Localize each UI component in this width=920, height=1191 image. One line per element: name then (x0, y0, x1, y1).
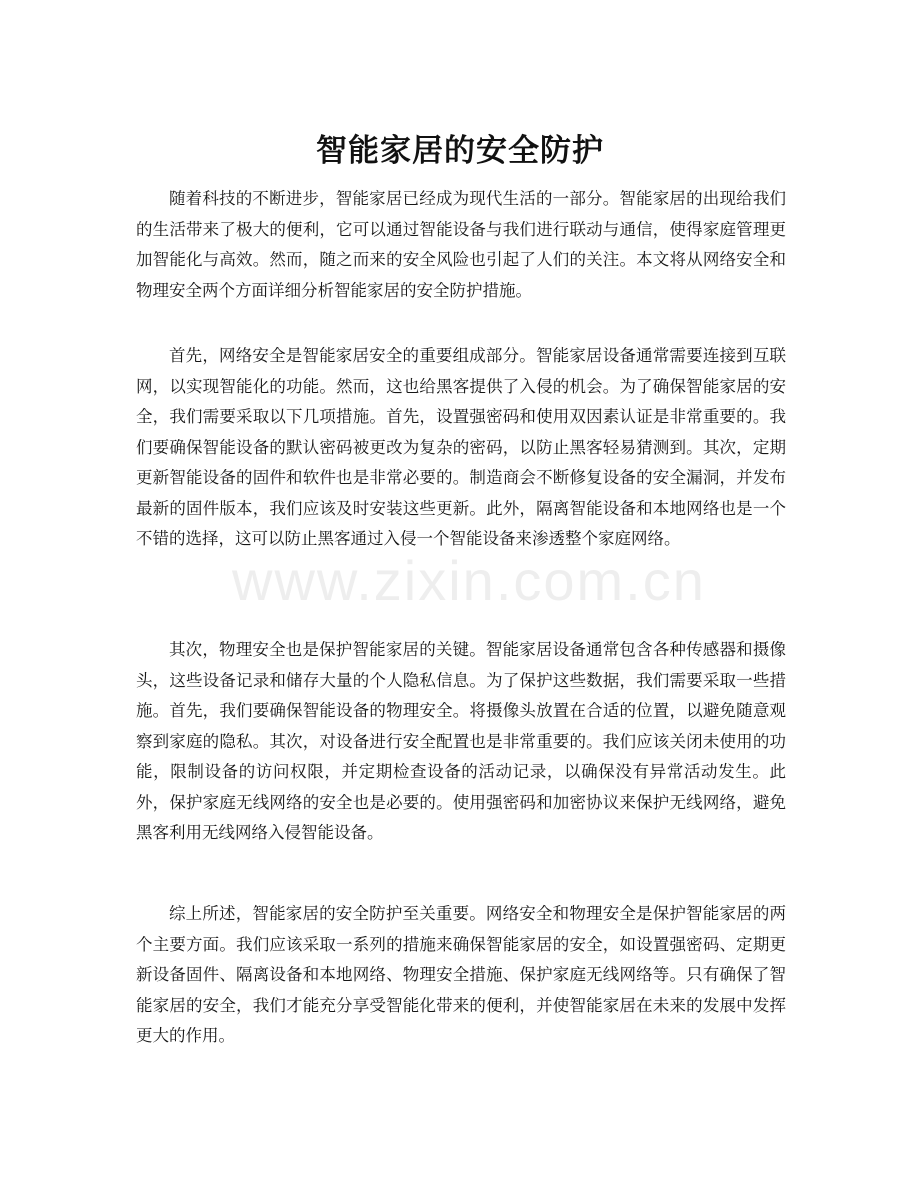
watermark-text: www.zixin.com.cn (232, 549, 706, 612)
paragraph-intro: 随着科技的不断进步，智能家居已经成为现代生活的一部分。智能家居的出现给我们的生活带来了极大的便利，它可以通过智能设备与我们进行联动与通信，使得家庭管理更加智能化与高效。然而，随之而来的安全风险也引起了人们的关注。本文将从网络安全和物理安全两个方面详细分析智能家居的安全防护措施。 (136, 189, 786, 300)
page-title: 智能家居的安全防护 (316, 132, 604, 169)
paragraph-network-security: 首先，网络安全是智能家居安全的重要组成部分。智能家居设备通常需要连接到互联网，以实现智能化的功能。然而，这也给黑客提供了入侵的机会。为了确保智能家居的安全，我们需要采取以下几项措施。首先，设置强密码和使用双因素认证是非常重要的。我们要确保智能设备的默认密码被更改为复杂的密码，以防止黑客轻易猜测到。其次，定期更新智能设备的固件和软件也是非常必要的。制造商会不断修复设备的安全漏洞，并发布最新的固件版本，我们应该及时安装这些更新。此外，隔离智能设备和本地网络也是一个不错的选择，这可以防止黑客通过入侵一个智能设备来渗透整个家庭网络。 (136, 346, 786, 548)
paragraph-conclusion: 综上所述，智能家居的安全防护至关重要。网络安全和物理安全是保护智能家居的两个主要方面。我们应该采取一系列的措施来确保智能家居的安全，如设置强密码、定期更新设备固件、隔离设备和本地网络、物理安全措施、保护家庭无线网络等。只有确保了智能家居的安全，我们才能充分享受智能化带来的便利，并使智能家居在未来的发展中发挥更大的作用。 (136, 904, 786, 1045)
paragraph-physical-security: 其次，物理安全也是保护智能家居的关键。智能家居设备通常包含各种传感器和摄像头，这些设备记录和储存大量的个人隐私信息。为了保护这些数据，我们需要采取一些措施。首先，我们要确保智能设备的物理安全。将摄像头放置在合适的位置，以避免随意观察到家庭的隐私。其次，对设备进行安全配置也是非常重要的。我们应该关闭未使用的功能，限制设备的访问权限，并定期检查设备的活动记录，以确保没有异常活动发生。此外，保护家庭无线网络的安全也是必要的。使用强密码和加密协议来保护无线网络，避免黑客利用无线网络入侵智能设备。 (136, 640, 786, 842)
